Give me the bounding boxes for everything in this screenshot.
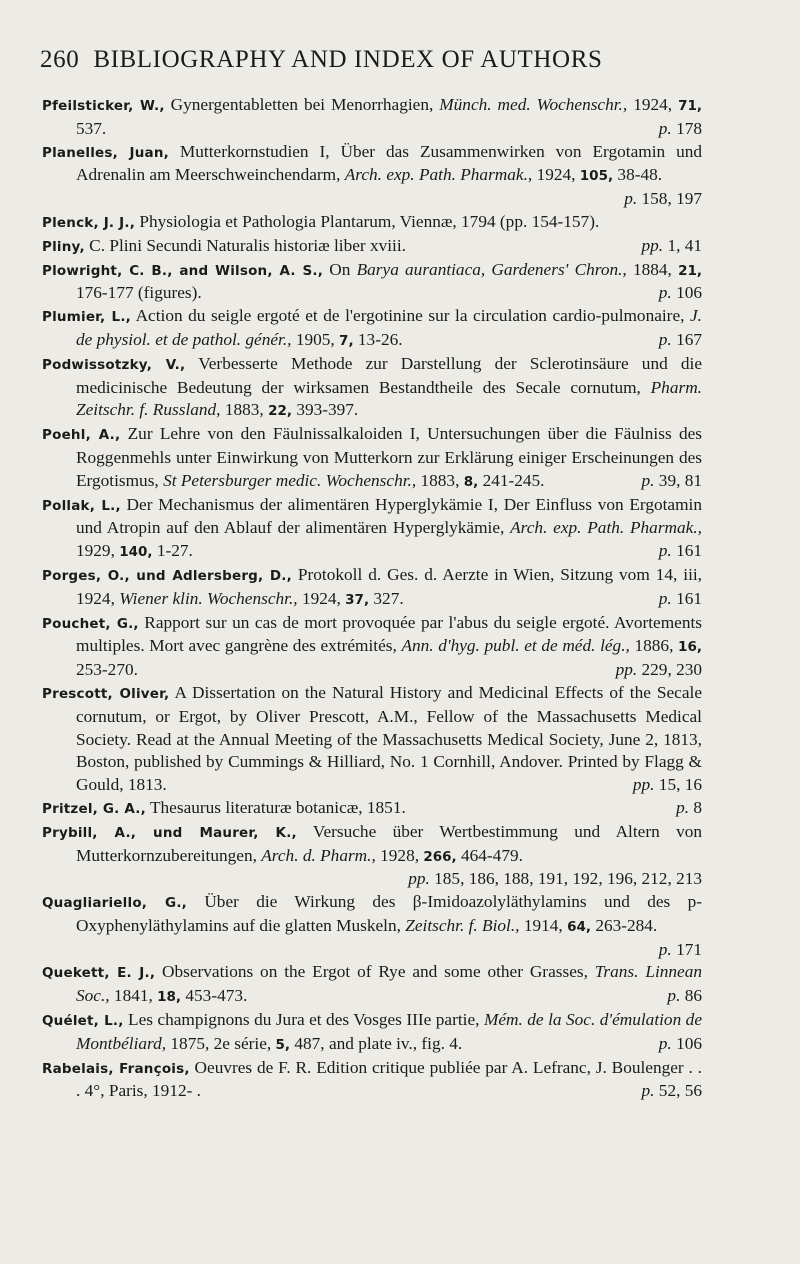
entry-rest: 1886, <box>634 636 674 656</box>
entry-author: Prybill, A., und Maurer, K., <box>42 824 297 841</box>
entry-vol: 71, <box>678 98 702 114</box>
entry-ref-p: p. <box>658 1033 672 1053</box>
entry-author: Rabelais, François, <box>42 1060 190 1077</box>
entry-vol: 22, <box>268 403 292 420</box>
entry-italic: Trans. Linnean Soc., <box>76 962 702 1006</box>
entry-ref: 161 <box>676 541 702 561</box>
entry-ref: 171 <box>676 939 702 959</box>
bibliography-entry <box>42 891 702 961</box>
entry-author: Pouchet, G., <box>42 615 139 632</box>
entry-text: Verbesserte Methode zur Darstellung der Sclerotinsäure und die medicinische Bedeutung der wirksamen Bestandtheile des Secale cornutum, <box>76 353 702 397</box>
page-reference <box>642 235 703 258</box>
page-reference <box>659 118 702 141</box>
entry-text: Rapport sur un cas de mort provoquée par l'abus du seigle ergoté. Avortements multiples. Mort avec gangrène des extrémités, <box>76 612 702 656</box>
entry-ref-p: pp. <box>632 775 655 795</box>
entry-text: Observations on the Ergot of Rye and some other Grasses, <box>162 962 588 982</box>
entry-vol: 266, <box>423 848 457 865</box>
entry-vol: 8, <box>463 473 479 490</box>
entry-ref: 39, 81 <box>658 470 702 490</box>
entry-ref: 161 <box>676 588 702 608</box>
entry-ref-p: pp. <box>641 235 664 255</box>
entry-ref: 229, 230 <box>641 660 702 680</box>
entry-pages: 1-27. <box>156 541 193 561</box>
entry-pages: 13-26. <box>357 329 403 349</box>
entry-text: Der Mechanismus der alimentären Hyperglykämie I, Der Einfluss von Ergotamin und Atropin auf den Ablauf der alimentären Hyperglykämie, <box>76 494 702 538</box>
entry-text: Versuche über Wertbestimmung und Altern von Mutterkornzubereitungen, <box>76 821 702 865</box>
entry-ref: 8 <box>693 797 702 817</box>
entry-ref: 106 <box>676 283 702 303</box>
entry-ref-p: p. <box>658 329 672 349</box>
entry-rest: 1841, <box>113 986 153 1006</box>
entry-rest: 1924, <box>633 95 673 114</box>
entry-rest: 1883, <box>420 470 460 490</box>
bibliography-entry <box>42 259 702 306</box>
entry-author: Planelles, Juan, <box>42 144 169 161</box>
page-reference <box>659 1033 702 1056</box>
entry-ref-p: p. <box>676 797 690 817</box>
bibliography-entry <box>42 821 702 891</box>
bibliography-entry <box>42 94 702 141</box>
entry-pages: 241-245. <box>482 470 545 490</box>
entry-italic: Ann. d'hyg. publ. et de méd. lég., <box>401 636 630 656</box>
page-reference <box>408 868 702 891</box>
entry-author: Pritzel, G. A., <box>42 800 146 817</box>
bibliography-entry <box>42 211 702 235</box>
entry-pages: 327. <box>373 588 404 608</box>
entry-text: On <box>329 259 351 279</box>
entry-ref: 15, 16 <box>658 775 702 795</box>
entry-ref: 106 <box>676 1033 702 1053</box>
entry-author: Plenck, J. J., <box>42 214 136 231</box>
bibliography-entry <box>42 423 702 493</box>
entry-vol: 16, <box>678 639 702 656</box>
entry-pages: 38-48. <box>617 165 663 185</box>
entry-text: Gynergentabletten bei Menorrhagien, <box>170 95 434 114</box>
page-reference <box>676 797 702 820</box>
entry-ref: 185, 186, 188, 191, 192, 196, 212, 213 <box>434 869 702 889</box>
entry-ref: 86 <box>684 986 702 1006</box>
entry-pages: 464-479. <box>461 845 523 865</box>
entry-italic: Barya aurantiaca, Gardeners' Chron., <box>356 259 627 279</box>
page-reference <box>667 985 702 1008</box>
entry-vol: 21, <box>678 262 702 279</box>
entry-pages: 176-177 (figures). <box>76 283 202 303</box>
entry-text: Action du seigle ergoté et de l'ergotinine sur la circulation cardio-pulmonaire, <box>135 306 685 326</box>
page-number: 260 <box>40 46 80 73</box>
entry-author: Plowright, C. B., and Wilson, A. S., <box>42 262 324 279</box>
entry-author: Pollak, L., <box>42 497 121 514</box>
entry-text: Physiologia et Pathologia Plantarum, Viennæ, 1794 (pp. 154-157). <box>139 211 600 231</box>
entry-ref: 52, 56 <box>658 1081 702 1101</box>
entry-italic: Wiener klin. Wochenschr., <box>119 588 298 608</box>
entry-author: Prescott, Oliver, <box>42 685 170 702</box>
entry-ref: 178 <box>676 118 702 138</box>
entry-vol: 140, <box>119 544 153 561</box>
entry-author: Porges, O., und Adlersberg, D., <box>42 567 292 584</box>
page-reference <box>659 588 702 611</box>
entry-author: Podwissotzky, V., <box>42 356 186 373</box>
page-reference <box>659 939 702 962</box>
page-reference <box>616 659 702 682</box>
entry-text: Les champignons du Jura et des Vosges IIIe partie, <box>128 1010 480 1030</box>
entry-author: Quélet, L., <box>42 1013 124 1030</box>
entry-text: Protokoll d. Ges. d. Aerzte in Wien, Sitzung vom 14, iii, 1924, <box>76 564 702 608</box>
entry-italic: Mém. de la Soc. d'émulation de Montbéliard, <box>76 1010 702 1053</box>
entry-author: Quagliariello, G., <box>42 895 187 912</box>
entry-author: Pfeilsticker, W., <box>42 98 165 114</box>
entry-pages: 253-270. <box>76 660 138 680</box>
page-reference <box>633 774 702 797</box>
entry-italic: Zeitschr. f. Biol., <box>405 915 520 935</box>
entry-ref-p: pp. <box>408 869 430 889</box>
entry-ref-p: p. <box>658 588 672 608</box>
entry-pages: 487, and plate iv., fig. 4. <box>294 1033 463 1053</box>
entry-rest: 1884, <box>632 259 672 279</box>
entry-text: Zur Lehre von den Fäulnissalkaloiden I, Untersuchungen über die Fäulniss des Roggenmehls unter Einwirkung von Mutterkorn zur Erklärung einiger Erscheinungen des Ergotismus, <box>76 424 703 490</box>
entry-pages: 263-284. <box>595 915 658 935</box>
entry-vol: 18, <box>157 989 182 1006</box>
entry-rest: 1924, <box>536 165 576 185</box>
entry-text: Mutterkornstudien I, Über das Zusammenwirken von Ergotamin und Adrenalin am Meerschweinchendarm, <box>76 141 702 185</box>
entry-author: Pliny, <box>42 238 85 255</box>
page-reference <box>659 540 702 563</box>
entry-vol: 5, <box>275 1036 291 1053</box>
entry-ref: 167 <box>676 329 702 349</box>
bibliography-entry <box>42 682 702 797</box>
entry-ref-p: pp. <box>615 660 638 680</box>
entry-italic: Arch. exp. Path. Pharmak., <box>510 518 702 538</box>
entry-ref-p: p. <box>658 541 672 561</box>
entry-ref-p: p. <box>658 939 672 959</box>
entry-ref: 1, 41 <box>667 235 702 255</box>
entry-italic: Arch. exp. Path. Pharmak., <box>344 165 533 185</box>
entry-author: Plumier, L., <box>42 309 131 326</box>
entry-ref-p: p. <box>641 1081 655 1101</box>
entry-vol: 7, <box>339 332 354 349</box>
bibliography-list <box>42 94 702 1103</box>
bibliography-entry <box>42 564 702 612</box>
entry-ref-p: p. <box>667 986 681 1006</box>
entry-rest: 1928, <box>380 845 420 865</box>
entry-ref-p: p. <box>624 189 638 209</box>
bibliography-entry <box>42 612 702 682</box>
entry-italic: Münch. med. Wochenschr., <box>439 95 628 114</box>
entry-italic: St Petersburger medic. Wochenschr., <box>163 470 417 490</box>
entry-ref-p: p. <box>658 283 672 303</box>
entry-italic: J. de physiol. et de pathol. génér., <box>76 306 702 349</box>
bibliography-entry <box>42 235 702 259</box>
bibliography-entry <box>42 141 702 211</box>
entry-text: Über die Wirkung des β-Imidoazolyläthylamins und des p-Oxyphenyläthylamins auf die glatten Muskeln, <box>76 892 702 935</box>
bibliography-entry <box>42 1009 702 1057</box>
page-reference <box>642 1080 703 1103</box>
entry-ref-p: p. <box>658 118 672 138</box>
entry-ref: 158, 197 <box>641 189 702 209</box>
bibliography-entry <box>42 353 702 423</box>
page-reference <box>659 329 702 352</box>
entry-rest: 1905, <box>295 329 335 349</box>
entry-vol: 64, <box>567 918 591 935</box>
entry-italic: Arch. d. Pharm., <box>261 845 376 865</box>
page-title: BIBLIOGRAPHY AND INDEX OF AUTHORS <box>93 46 603 73</box>
bibliography-entry <box>42 797 702 821</box>
page-reference <box>642 470 703 493</box>
entry-italic: Pharm. Zeitschr. f. Russland, <box>76 377 702 420</box>
entry-ref-p: p. <box>641 470 655 490</box>
entry-rest: 1924, <box>301 588 341 608</box>
entry-author: Quekett, E. J., <box>42 965 156 982</box>
entry-rest: 1883, <box>224 400 264 420</box>
entry-pages: 537. <box>76 118 107 138</box>
entry-rest: 1875, 2e série, <box>170 1033 272 1053</box>
entry-text: C. Plini Secundi Naturalis historiæ liber xviii. <box>89 235 406 255</box>
entry-vol: 105, <box>579 168 614 185</box>
entry-pages: 453-473. <box>185 986 248 1006</box>
entry-text: Oeuvres de F. R. Edition critique publiée par A. Lefranc, J. Boulenger . . . 4°, Paris, 1912- . <box>76 1057 702 1101</box>
entry-rest: 1914, <box>523 915 563 935</box>
page-reference <box>624 188 702 211</box>
bibliography-entry <box>42 961 702 1009</box>
page-reference <box>659 282 702 305</box>
entry-text: Thesaurus literaturæ botanicæ, 1851. <box>149 797 406 817</box>
bibliography-entry <box>42 1057 702 1104</box>
bibliography-entry <box>42 494 702 564</box>
bibliography-entry <box>42 305 702 353</box>
entry-text: A Dissertation on the Natural History and Medicinal Effects of the Secale cornutum, or Ergot, by Oliver Prescott, A.M., Fellow of the Massachusetts Medical Society. Read at the Annual Meeting of the Massachusetts Medical Society, June 2, 1813, Boston, published by Cummings & Hilliard, No. 1 Cornhill, Andover. Printed by Flagg & Gould, 1813. <box>76 682 702 795</box>
entry-vol: 37, <box>345 591 370 608</box>
running-head <box>40 46 760 74</box>
entry-pages: 393-397. <box>296 400 359 420</box>
entry-author: Poehl, A., <box>42 427 121 444</box>
entry-rest: 1929, <box>76 541 115 561</box>
